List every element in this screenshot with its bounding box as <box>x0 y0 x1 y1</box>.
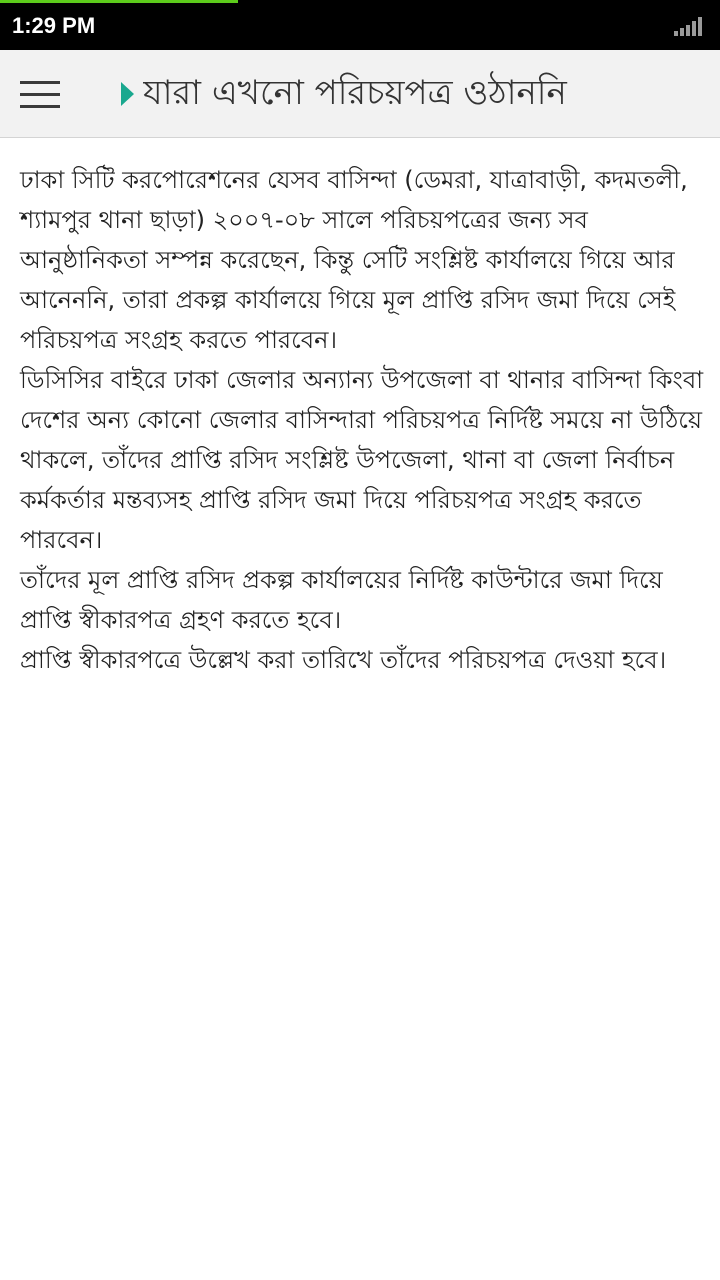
article-paragraph: তাঁদের মূল প্রাপ্তি রসিদ প্রকল্প কার্যালয়ের নির্দিষ্ট কাউন্টারে জমা দিয়ে প্রাপ্তি স্বীকারপত্র গ্রহণ করতে হবে। <box>20 566 663 634</box>
article-body <box>20 160 706 680</box>
article-paragraph: ঢাকা সিটি করপোরেশনের যেসব বাসিন্দা (ডেমরা, যাত্রাবাড়ী, কদমতলী, শ্যামপুর থানা ছাড়া) ২০০৭-০৮ সালে পরিচয়পত্রের জন্য সব আনুষ্ঠানিকতা সম্পন্ন করেছেন, কিন্তু সেটি সংশ্লিষ্ট কার্যালয়ে গিয়ে আর আনেননি, তারা প্রকল্প কার্যালয়ে গিয়ে মূল প্রাপ্তি রসিদ জমা দিয়ে সেই পরিচয়পত্র সংগ্রহ করতে পারবেন। <box>20 166 688 354</box>
page-title: যারা এখনো পরিচয়পত্র ওঠাননি <box>143 73 567 113</box>
article-paragraph: ডিসিসির বাইরে ঢাকা জেলার অন্যান্য উপজেলা বা থানার বাসিন্দা কিংবা দেশের অন্য কোনো জেলার বাসিন্দারা পরিচয়পত্র নির্দিষ্ট সময়ে না উঠিয়ে থাকলে, তাঁদের প্রাপ্তি রসিদ সংশ্লিষ্ট উপজেলা, থানা বা জেলা নির্বাচন কর্মকর্তার মন্তব্যসহ প্রাপ্তি রসিদ জমা দিয়ে পরিচয়পত্র সংগ্রহ করতে পারবেন। <box>20 366 704 554</box>
title-arrow-icon <box>121 82 134 106</box>
status-time: 1:29 PM <box>12 13 96 38</box>
menu-button[interactable] <box>12 70 68 120</box>
article-paragraph: প্রাপ্তি স্বীকারপত্রে উল্লেখ করা তারিখে তাঁদের পরিচয়পত্র দেওয়া হবে। <box>20 646 667 674</box>
app-bar <box>0 50 720 138</box>
page-load-progress <box>0 0 238 3</box>
signal-bars-icon <box>674 16 706 36</box>
status-bar <box>0 0 720 50</box>
